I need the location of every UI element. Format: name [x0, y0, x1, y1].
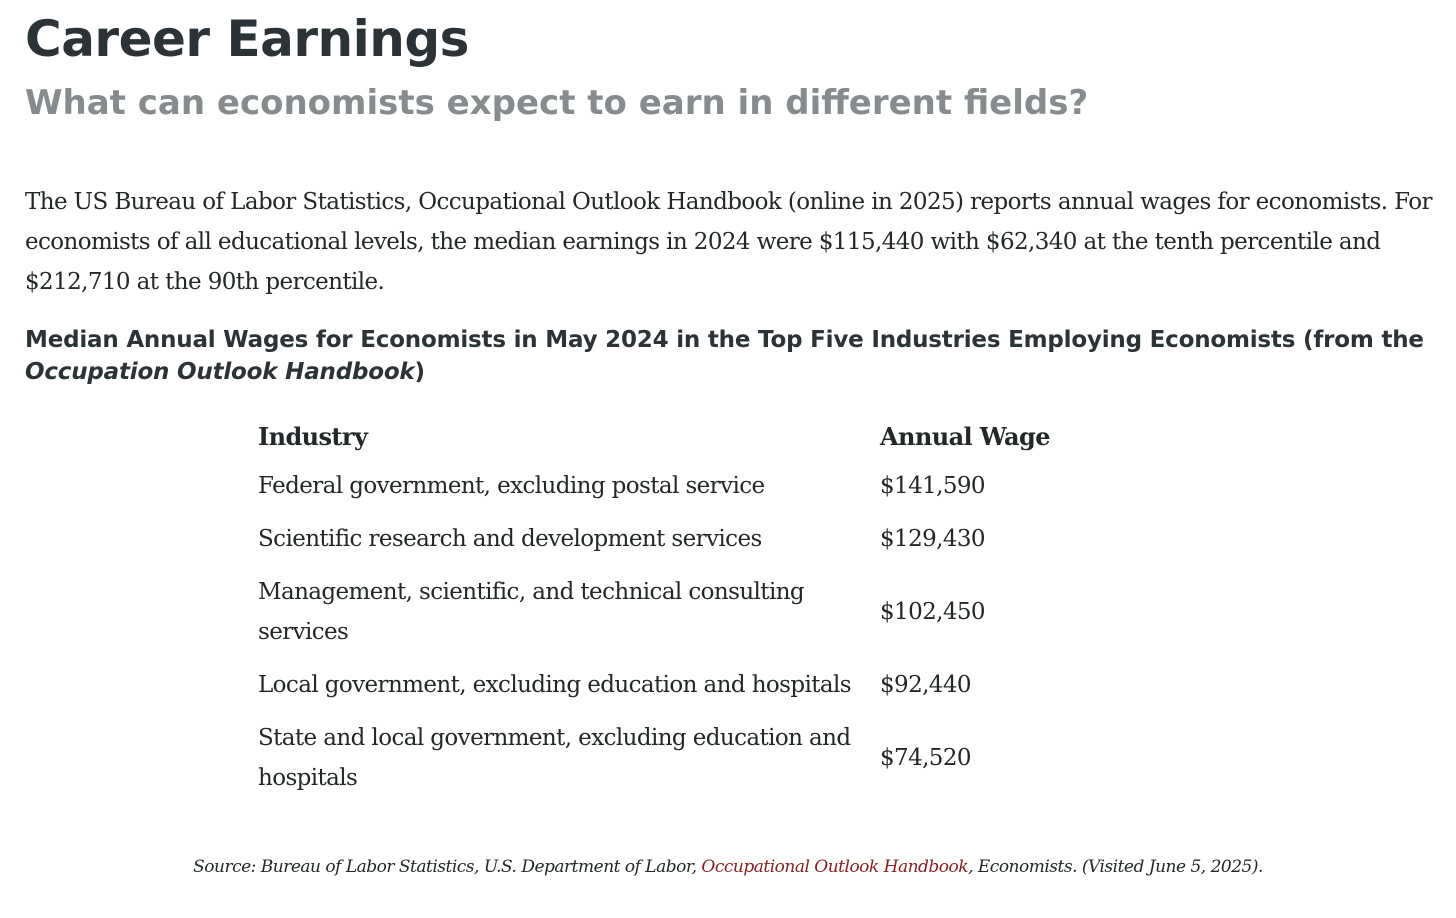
industry-cell: Federal government, excluding postal service: [258, 473, 765, 499]
table-caption-italic: Occupation Outlook Handbook: [25, 359, 415, 385]
source-link[interactable]: Occupational Outlook Handbook: [701, 857, 969, 877]
table-row: [258, 566, 1100, 659]
table-caption: [25, 324, 1445, 388]
industry-cell: Management, scientific, and technical consulting services: [258, 579, 805, 645]
industry-cell: State and local government, excluding education and hospitals: [258, 725, 851, 791]
page-title: Career Earnings: [25, 10, 469, 68]
table-row: [258, 712, 1100, 805]
table-row: [258, 460, 1100, 513]
table-row: [258, 513, 1100, 566]
intro-paragraph: The US Bureau of Labor Statistics, Occupational Outlook Handbook (online in 2025) reports annual wages for economists. For economists of all educational levels, the median earnings in 2024 were $115,440 with $62,340 at the tenth percentile and $212,710 at the 90th percentile.: [25, 189, 1432, 295]
source-citation: [0, 852, 1456, 882]
table-header-row: [258, 412, 1100, 460]
wages-table: [258, 412, 1100, 805]
header-annual-wage: Annual Wage: [880, 421, 1050, 451]
wage-cell: $129,430: [880, 526, 985, 552]
header-industry: Industry: [258, 421, 368, 451]
wage-cell: $92,440: [880, 672, 971, 698]
source-suffix: , Economists. (Visited June 5, 2025).: [968, 857, 1263, 877]
wage-cell: $102,450: [880, 599, 985, 625]
table-row: [258, 659, 1100, 712]
source-prefix: Source: Bureau of Labor Statistics, U.S. Department of Labor,: [193, 857, 702, 877]
industry-cell: Scientific research and development services: [258, 526, 762, 552]
table-caption-end: ): [414, 359, 425, 385]
wage-cell: $74,520: [880, 745, 971, 771]
industry-cell: Local government, excluding education and hospitals: [258, 672, 851, 698]
table-caption-text: Median Annual Wages for Economists in May 2024 in the Top Five Industries Employing Economists (from the: [25, 327, 1424, 353]
page-subtitle: What can economists expect to earn in different fields?: [25, 83, 1089, 123]
wage-cell: $141,590: [880, 473, 985, 499]
